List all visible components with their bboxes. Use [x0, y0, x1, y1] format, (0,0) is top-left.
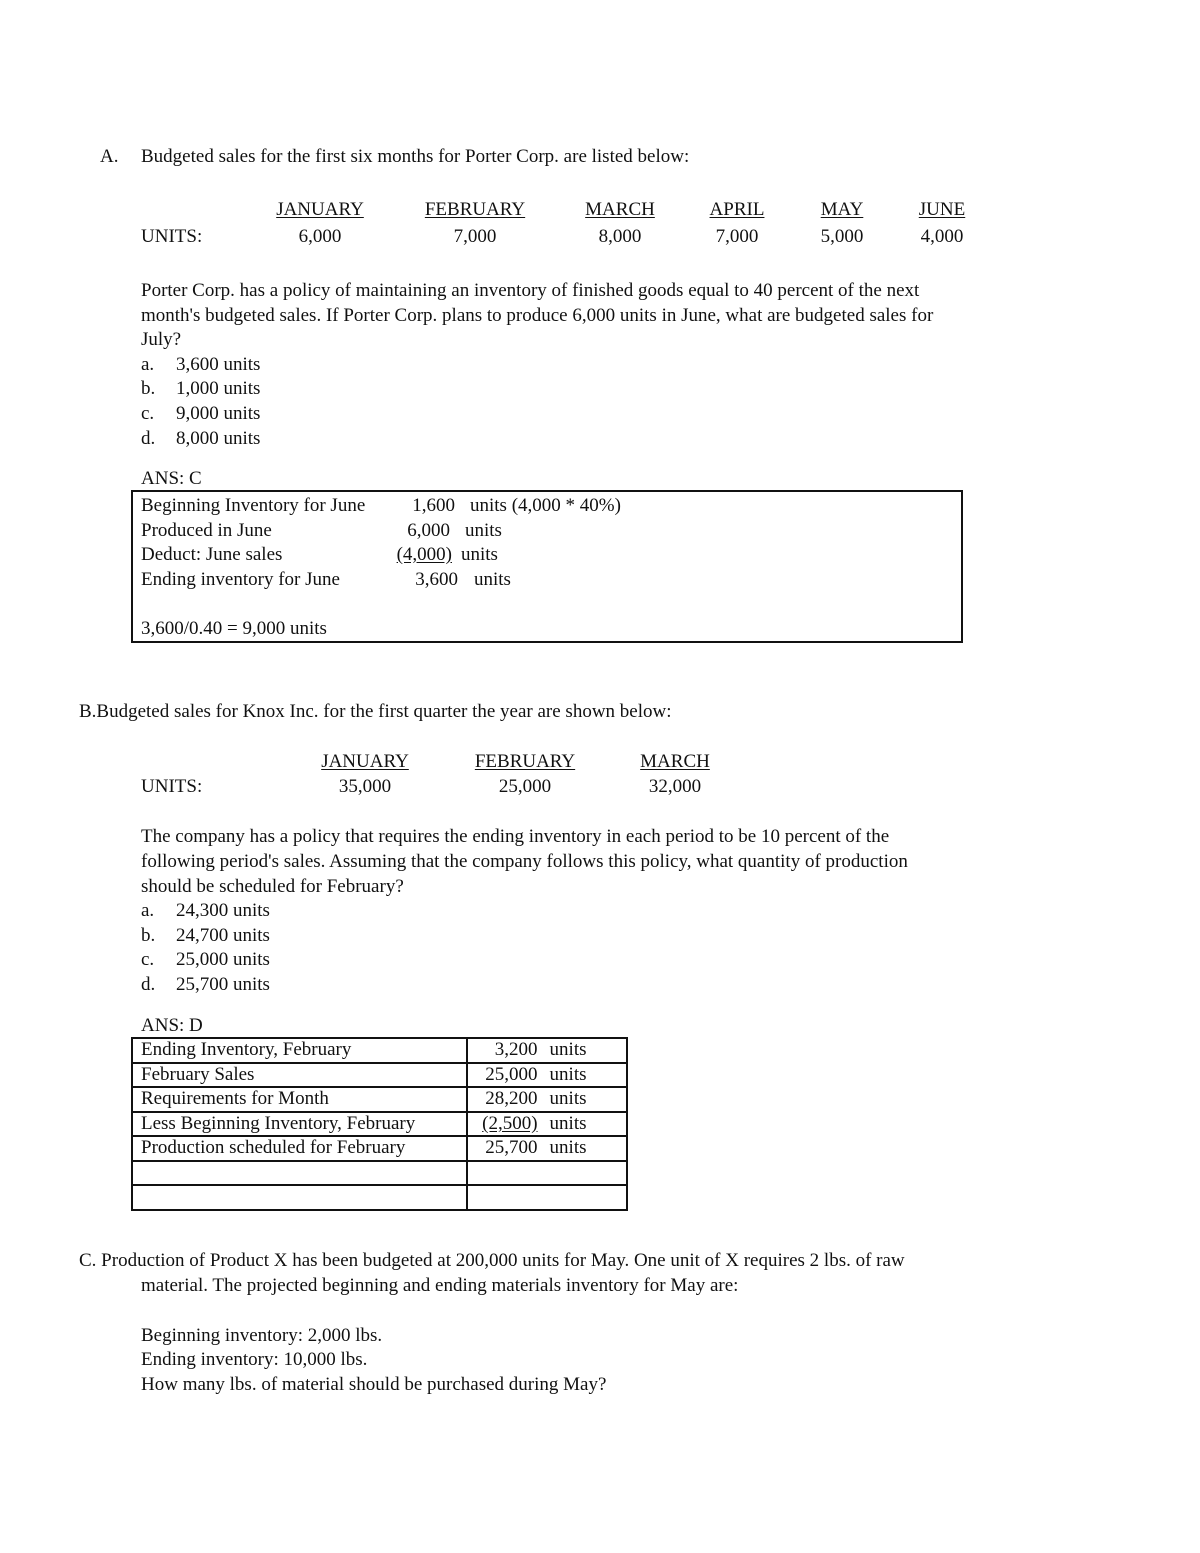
table-row [132, 1136, 627, 1161]
solution-value: 3,600 [415, 569, 458, 590]
row-label: Ending Inventory, February [132, 1038, 467, 1063]
option-key: c. [141, 949, 155, 970]
units-may: 5,000 [820, 226, 864, 247]
row-unit: units [549, 1088, 587, 1110]
beginning-inventory: Beginning inventory: 2,000 lbs. [141, 1325, 383, 1346]
row-label: February Sales [132, 1063, 467, 1088]
table-row [132, 1063, 627, 1088]
month-header-may: MAY [820, 199, 864, 220]
option-key: c. [141, 403, 155, 424]
units-february: 25,000 [498, 776, 552, 797]
solution-value: 6,000 [407, 520, 450, 541]
units-row-label: UNITS: [141, 776, 203, 797]
row-label: Less Beginning Inventory, February [132, 1112, 467, 1137]
row-value: 25,700 [485, 1137, 538, 1159]
question-line: month's budgeted sales. If Porter Corp. plans to produce 6,000 units in June, what are budgeted sales for [141, 305, 934, 326]
option-key: d. [141, 974, 156, 995]
option-key: a. [141, 354, 155, 375]
row-amount [467, 1063, 627, 1088]
row-amount [467, 1087, 627, 1112]
month-header-june: JUNE [918, 199, 966, 220]
units-january: 6,000 [298, 226, 342, 247]
row-amount [467, 1038, 627, 1063]
solution-label: Ending inventory for June [141, 569, 340, 590]
month-header-march: MARCH [640, 751, 710, 772]
units-april: 7,000 [715, 226, 759, 247]
question-line: The company has a policy that requires the ending inventory in each period to be 10 percent of the [141, 826, 890, 847]
solution-value: 1,600 [412, 495, 455, 516]
solution-value: (4,000) [396, 544, 452, 565]
table-row [132, 1087, 627, 1112]
row-value: 3,200 [494, 1039, 538, 1061]
row-value: (2,500) [482, 1112, 538, 1134]
section-c-intro: material. The projected beginning and ending materials inventory for May are: [141, 1275, 739, 1296]
table-row [132, 1161, 627, 1186]
option-text: 9,000 units [176, 403, 261, 424]
month-header-january: JANUARY [321, 751, 409, 772]
option-text: 25,000 units [176, 949, 270, 970]
row-unit: units [549, 1039, 587, 1061]
month-header-march: MARCH [585, 199, 655, 220]
solution-unit: units [465, 520, 502, 541]
option-key: b. [141, 378, 156, 399]
solution-unit: units [461, 544, 498, 565]
units-march: 32,000 [648, 776, 702, 797]
option-text: 1,000 units [176, 378, 261, 399]
solution-unit: units [474, 569, 511, 590]
row-value: 25,000 [485, 1063, 538, 1085]
table-row [132, 1112, 627, 1137]
section-c-question: How many lbs. of material should be purchased during May? [141, 1374, 607, 1395]
row-unit: units [549, 1137, 587, 1159]
question-line: Porter Corp. has a policy of maintaining an inventory of finished goods equal to 40 percent of the next [141, 280, 920, 301]
row-value: 28,200 [485, 1088, 538, 1110]
question-line: July? [141, 329, 182, 350]
section-a-letter: A. [100, 146, 119, 167]
row-label [132, 1161, 467, 1186]
month-header-april: APRIL [709, 199, 765, 220]
answer-label: ANS: C [141, 468, 202, 489]
month-header-february: FEBRUARY [424, 199, 526, 220]
solution-label: Produced in June [141, 520, 272, 541]
option-text: 24,300 units [176, 900, 270, 921]
row-amount [467, 1136, 627, 1161]
option-text: 24,700 units [176, 925, 270, 946]
row-label: Production scheduled for February [132, 1136, 467, 1161]
option-text: 3,600 units [176, 354, 261, 375]
row-unit: units [549, 1112, 587, 1134]
units-february: 7,000 [453, 226, 497, 247]
solution-label: Deduct: June sales [141, 544, 283, 565]
row-amount [467, 1185, 627, 1210]
solution-table [131, 1037, 628, 1211]
option-key: d. [141, 428, 156, 449]
question-line: should be scheduled for February? [141, 876, 404, 897]
table-row [132, 1185, 627, 1210]
row-label: Requirements for Month [132, 1087, 467, 1112]
option-key: b. [141, 925, 156, 946]
section-b-intro: B.Budgeted sales for Knox Inc. for the first quarter the year are shown below: [79, 701, 672, 722]
question-line: following period's sales. Assuming that the company follows this policy, what quantity of production [141, 851, 908, 872]
row-label [132, 1185, 467, 1210]
row-amount [467, 1112, 627, 1137]
month-header-january: JANUARY [276, 199, 364, 220]
solution-unit: units (4,000 * 40%) [470, 495, 621, 516]
solution-result: 3,600/0.40 = 9,000 units [141, 618, 327, 639]
ending-inventory: Ending inventory: 10,000 lbs. [141, 1349, 368, 1370]
option-key: a. [141, 900, 155, 921]
units-january: 35,000 [338, 776, 392, 797]
row-amount [467, 1161, 627, 1186]
row-unit: units [549, 1063, 587, 1085]
month-header-february: FEBRUARY [474, 751, 576, 772]
units-june: 4,000 [920, 226, 964, 247]
option-text: 8,000 units [176, 428, 261, 449]
option-text: 25,700 units [176, 974, 270, 995]
section-a-intro: Budgeted sales for the first six months for Porter Corp. are listed below: [141, 146, 690, 167]
section-c-intro: C. Production of Product X has been budgeted at 200,000 units for May. One unit of X requires 2 lbs. of raw [79, 1250, 905, 1271]
solution-label: Beginning Inventory for June [141, 495, 366, 516]
units-march: 8,000 [598, 226, 642, 247]
units-row-label: UNITS: [141, 226, 203, 247]
table-row [132, 1038, 627, 1063]
answer-label: ANS: D [141, 1015, 203, 1036]
